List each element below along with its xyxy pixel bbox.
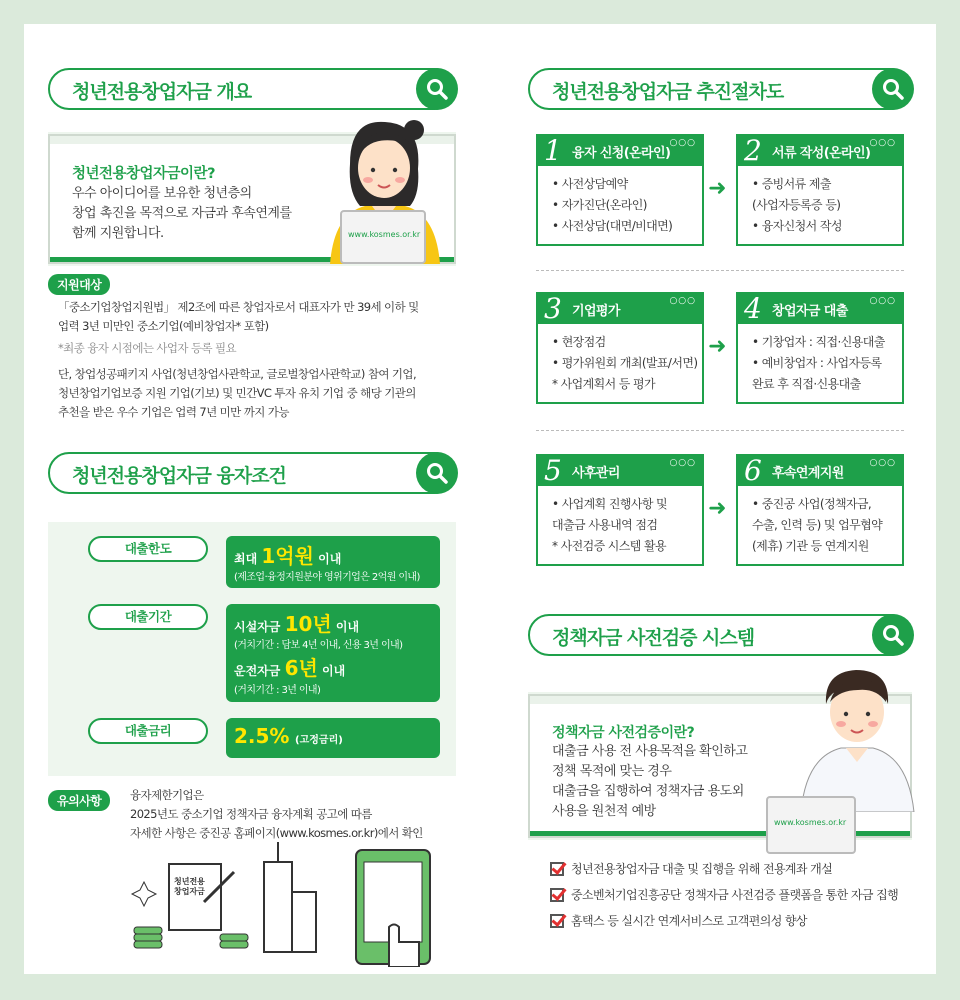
search-icon[interactable] (872, 614, 914, 656)
conditions-title: 청년전용창업자금 융자조건 (72, 465, 286, 487)
laptop-url: www.kosmes.or.kr (774, 818, 847, 827)
finance-illustration (124, 842, 434, 967)
laptop-icon (340, 210, 426, 264)
rate-label: 대출금리 (88, 718, 208, 744)
check-item: 청년전용창업자금 대출 및 집행을 위해 전용계좌 개설 (550, 860, 832, 877)
conditions-panel (48, 522, 456, 776)
operating-period-value: 6년 (284, 656, 318, 680)
limit-value: 1억원 (261, 544, 314, 568)
period-label: 대출기간 (88, 604, 208, 630)
limit-label: 대출한도 (88, 536, 208, 562)
step-1: 1 융자 신청(온라인) ○○○ • 사전상담예약 • 자가진단(온라인) • 사전상담(대면/비대면) (536, 134, 704, 246)
overview-what-text: 우수 아이디어를 보유한 청년층의 창업 촉진을 목적으로 자금과 후속연계를 함께 지원합니다. (72, 186, 292, 241)
step-5: 5 사후관리 ○○○ • 사업계획 진행사항 및 대출금 사용내역 점검 * 사전검증 시스템 활용 (536, 454, 704, 566)
checkbox-icon (550, 888, 564, 902)
doc-label: 청년전용 창업자금 (174, 877, 205, 896)
page (24, 24, 936, 974)
check-item: 중소벤처기업진흥공단 정책자금 사전검증 플랫폼을 통한 자금 집행 (550, 886, 898, 903)
system-title: 정책자금 사전검증 시스템 (552, 627, 755, 649)
caution-text: 융자제한기업은 2025년도 중소기업 정책자금 융자계획 공고에 따름 자세한 사항은 중진공 홈페이지(www.kosmes.or.kr)에서 확인 (130, 788, 423, 840)
step-2: 2 서류 작성(온라인) ○○○ • 증빙서류 제출 (사업자등록증 등) • 융자신청서 작성 (736, 134, 904, 246)
man-illustration (796, 662, 916, 812)
conditions-title-pill (48, 452, 456, 494)
arrow-icon: ➜ (708, 334, 727, 359)
rate-box: 2.5% (고정금리) (226, 718, 440, 758)
overview-what-title: 청년전용창업자금이란? (72, 166, 215, 182)
target-extra: 단, 창업성공패키지 사업(청년창업사관학교, 글로벌창업사관학교) 참여 기업, 청년창업기업보증 지원 기업(기보) 및 민간VC 투자 유치 기업 중 해당 기관의 추천을 받은 우수 기업은 업력 7년 미만 까지 가능 (58, 367, 416, 419)
laptop-url: www.kosmes.or.kr (348, 230, 421, 239)
step-4: 4 창업자금 대출 ○○○ • 기창업자 : 직접·신용대출 • 예비창업자 : 사업자등록 완료 후 직접·신용대출 (736, 292, 904, 404)
checkbox-icon (550, 862, 564, 876)
system-panel (528, 692, 912, 840)
search-icon[interactable] (416, 68, 458, 110)
overview-title: 청년전용창업자금 개요 (72, 81, 252, 103)
search-icon[interactable] (872, 68, 914, 110)
system-what-title: 정책자금 사전검증이란? (552, 725, 695, 741)
arrow-icon: ➜ (708, 496, 727, 521)
limit-note: (제조업·융정지원분야 영위기업은 2억원 이내) (234, 572, 420, 583)
check-item: 홈택스 등 실시간 연계서비스로 고객편의성 향상 (550, 912, 807, 929)
overview-title-pill (48, 68, 456, 110)
procedure-title-pill (528, 68, 912, 110)
laptop-icon (766, 796, 856, 854)
step-6: 6 후속연계지원 ○○○ • 중진공 사업(정책자금, 수출, 인력 등) 및 업무협약 (제휴) 기관 등 연계지원 (736, 454, 904, 566)
caution-tag: 유의사항 (48, 790, 110, 811)
overview-panel (48, 132, 456, 266)
procedure-title: 청년전용창업자금 추진절차도 (552, 81, 784, 103)
target-tag: 지원대상 (48, 274, 110, 295)
system-what-text: 대출금 사용 전 사용목적을 확인하고 정책 목적에 맞는 경우 대출금을 집행하여 정책자금 용도외 사용을 원천적 예방 (552, 744, 748, 819)
system-title-pill (528, 614, 912, 656)
step-3: 3 기업평가 ○○○ • 현장점검 • 평가위원회 개최(발표/서면) * 사업계획서 등 평가 (536, 292, 704, 404)
facility-period-value: 10년 (284, 612, 332, 636)
rate-value: 2.5% (234, 724, 290, 748)
period-box: 시설자금 10년 이내 (거치기간 : 담보 4년 이내, 신용 3년 이내) 운전자금 6년 이내 (거치기간 : 3년 이내) (226, 604, 440, 702)
target-text: 「중소기업창업지원법」 제2조에 따른 창업자로서 대표자가 만 39세 이하 및 업력 3년 미만인 중소기업(예비창업자* 포함) (58, 300, 419, 333)
search-icon[interactable] (416, 452, 458, 494)
target-note: *최종 융자 시점에는 사업자 등록 필요 (58, 341, 237, 355)
checkbox-icon (550, 914, 564, 928)
limit-box: 최대 1억원 이내 (제조업·융정지원분야 영위기업은 2억원 이내) (226, 536, 440, 588)
arrow-icon: ➜ (708, 176, 727, 201)
